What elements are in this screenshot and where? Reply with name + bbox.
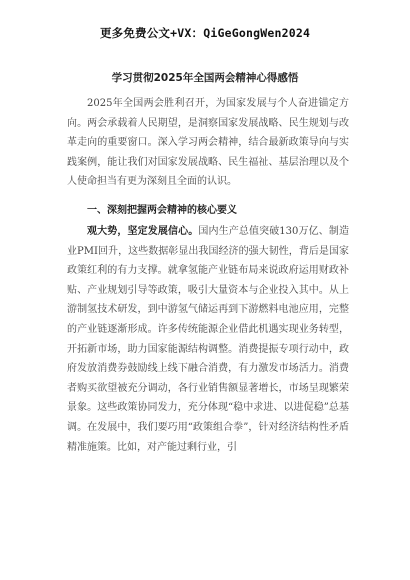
watermark-header: 更多免费公文+VX：QiGeGongWen2024 bbox=[99, 26, 311, 40]
paragraph-lead: 观大势，坚定发展信心。 bbox=[87, 225, 199, 237]
intro-paragraph: 2025年全国两会胜利召开，为国家发展与个人奋进锚定方向。两会承载着人民期望，是洞察国家发展战略、民生规划与改革走向的重要窗口。深入学习两会精神，结合最新政策导向与实践案例，能让我们对国家发展战略、民生福祉、基层治理以及个人使命担当有更为深刻且全面的认识。 bbox=[67, 98, 349, 188]
document-title: 学习贯彻2025年全国两会精神心得感悟 bbox=[111, 72, 299, 84]
section-paragraph bbox=[67, 222, 349, 457]
document-body bbox=[67, 94, 349, 457]
paragraph-body: 国内生产总值突破130万亿、制造业PMI回升，这些数据彰显出我国经济的强大韧性，背后是国家政策红利的有力支撑。就拿氢能产业链布局来说政府运用财政补贴、产业规划引导等政策，吸引大量资本与企业投入其中。从上游制氢技术研发，到中游氢气储运再到下游燃料电池应用，完整的产业链逐渐形成。许多传统能源企业借此机遇实现业务转型，开拓新市场，助力国家能源结构调整。消费提振专项行动中，政府发放消费券鼓励线上线下融合消费，有力激发市场活力。消费者购买欲望被充分调动，各行业销售额显著增长，市场呈现繁荣景象。这些政策协同发力，充分体现“稳中求进、以进促稳”总基调。在发展中，我们要巧用“政策组合拳”，针对经济结构性矛盾精准施策。比如，对产能过剩行业，引 bbox=[67, 225, 350, 453]
section-heading: 一、深刻把握两会精神的核心要义 bbox=[87, 204, 237, 216]
